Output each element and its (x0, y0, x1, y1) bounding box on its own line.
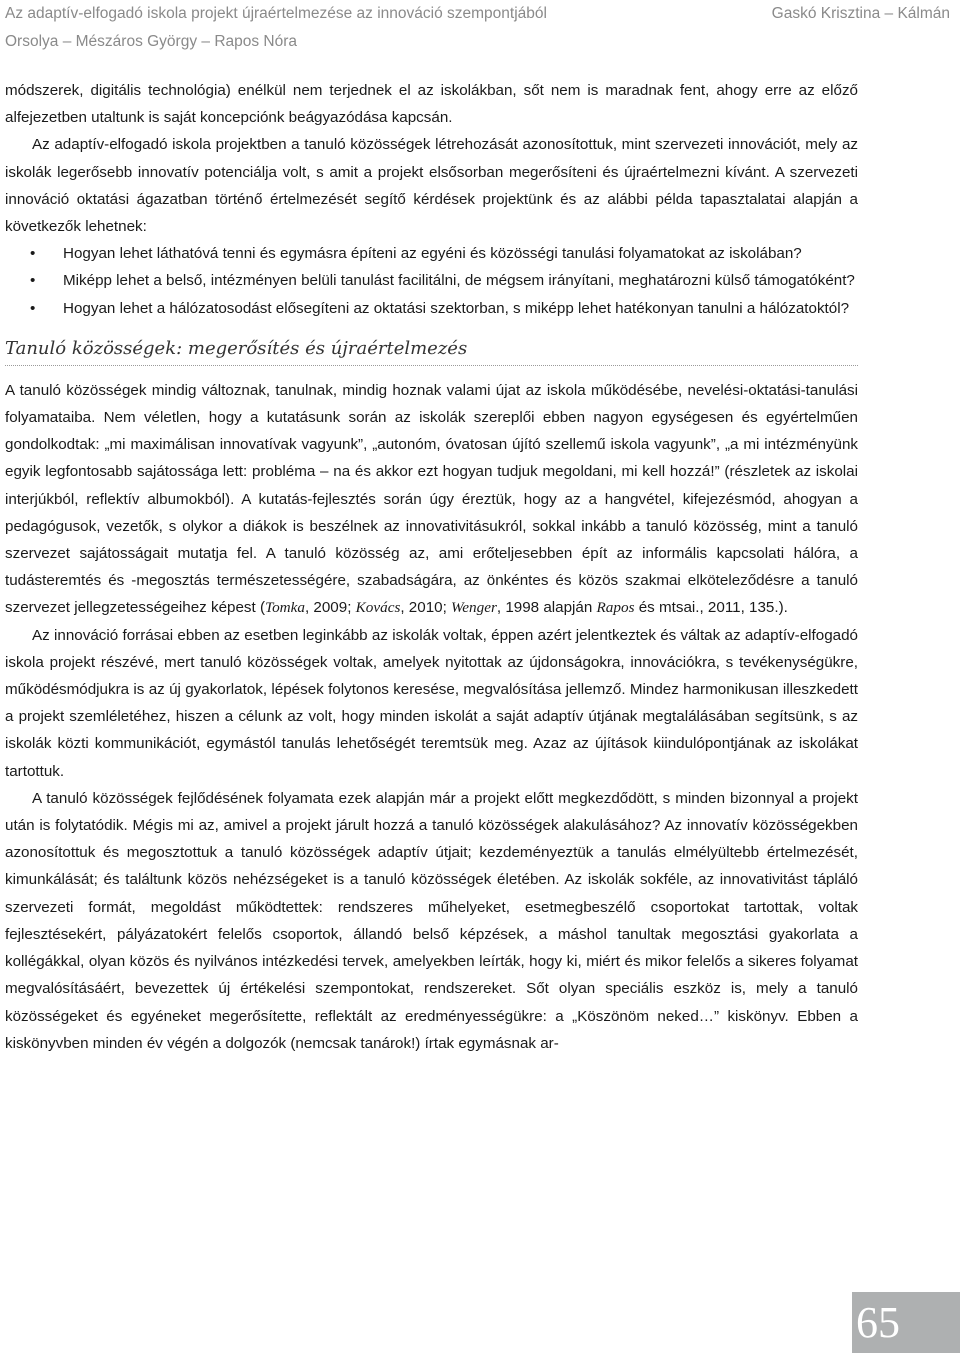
citation-text: , 2010; (400, 599, 452, 617)
page-body (5, 77, 858, 1057)
list-item (5, 240, 858, 267)
citation-text: , 1998 alapján (496, 599, 597, 617)
question-list (5, 240, 858, 322)
running-header-authors-2: Orsolya – Mészáros György – Rapos Nóra (5, 33, 298, 50)
paragraph-community-development: A tanuló közösségek fejlődésének folyamata ezek alapján már a projekt előtt megkezdődött, s minden bizonnyal a projekt után is folytatódik. Mégis mi az, amivel a projekt járult hozzá a tanuló közösségek alakulásához? Az innovatív közösségekben azonosítottuk és megosztottuk a tanuló közösségek adaptív útjait; kezdeményeztük a tanulás elmélyültebb értelmezését, kimunkálását; és találtunk közös nehézségeket is a tanuló közösségek életében. Az iskolák sokféle, az innovativitást tápláló szervezeti formát, megoldást működtettek: rendszeres műhelyeket, esetmegbeszélő csoportokat tartottak, voltak fejlesztésekért, pályázatokért felelős csoportok, állandó belső képzések, a máshol tanultak megosztási gyakorlata a kollégákkal, olyan közös és nyilvános intézkedési tervek, amelyekben leírták, hogy ki, miért és mikor felelős a sikeres folyamat megvalósításáért, bevezettek új értékelési szempontokat, rendszereket. Sőt olyan speciális eszköz is, mely a tanuló közösségeket és egyéneket megerősítette, reflektált az eredményességükre: a „Köszönöm neked…” kiskönyv. Ebben a kiskönyvben minden év végén a dolgozók (nemcsak tanárok!) írtak egymásnak ar- (5, 789, 858, 1052)
paragraph-text: A tanuló közösségek mindig változnak, tanulnak, mindig hoznak valami újat az iskola működésébe, nevelési-oktatási-tanulási folyamataiba. Nem véletlen, hogy a kutatásunk során az iskolák szereplői ebben nagyon egységesen és egyértelműen gondolkodtak: „mi maximálisan innovatívak vagyunk”, „autonóm, óvatosan újító szellemű iskola vagyunk”, „a mi intézményünk egyik legfontosabb sajátossága lett: probléma – na és akkor ezt hogyan tudjuk megoldani, mi kell hozzá!” (részletek az iskolai interjúkból, reflektív albumokból). A kutatás-fejlesztés során úgy éreztük, hogy az a hangvétel, kifejezésmód, ahogyan a pedagógusok, vezetők, s olykor a diákok is beszélnek az innovativitásukról, sokkal inkább a tanuló közösség, mint a tanuló szervezet sajátosságait mutatja fel. A tanuló közösség az, ami erőteljesebben épít az informális kapcsolati hálóra, a tudásteremtés és -megosztás természetességére, szabadságára, az önkéntes és közös szakmai elköteleződésre a tanuló szervezet jellegzetességeihez képest ( (5, 381, 858, 617)
running-header-row-2 (5, 28, 950, 56)
citation-text: , 2009; (304, 599, 356, 617)
citation-text: és mtsai., 2011, 135.). (634, 599, 788, 617)
bullet-icon: • (30, 299, 36, 317)
running-header-row-1 (5, 0, 950, 28)
paragraph-learning-communities (5, 377, 858, 622)
running-header-authors-1: Gaskó Krisztina – Kálmán (771, 5, 950, 22)
list-item (5, 267, 858, 294)
list-item-text: Hogyan lehet láthatóvá tenni és egymásra építeni az egyéni és közösségi tanulási folyamatokat az iskolában? (63, 245, 802, 263)
running-header (5, 0, 950, 56)
bullet-icon: • (30, 245, 36, 263)
page-number: 65 (852, 1292, 960, 1353)
paragraph-innovation-intro: Az adaptív-elfogadó iskola projektben a tanuló közösségek létrehozását azonosítottuk, mint szervezeti innovációt, mely az iskolák legerősebb innovatív potenciálja volt, s amit a projekt elsősorban megerősíteni és újraértelmezni kívánt. A szervezeti innováció oktatási ágazatban történő értelmezését segítő kérdések projektünk és az alábbi példa tapasztalatai alapján a következők lehetnek: (5, 136, 858, 236)
citation-author: Wenger (451, 599, 497, 617)
citation-author: Rapos (596, 599, 635, 617)
paragraph-continuation: módszerek, digitális technológia) enélkül nem terjednek el az iskolákban, sőt nem is maradnak fent, ahogy erre az előző alfejezetben utaltunk is saját koncepciónk beágyazódása kapcsán. (5, 82, 858, 127)
list-item-text: Hogyan lehet a hálózatosodást elősegíteni az oktatási szektorban, s miképp lehet hatékonyan tanulni a hálózatoktól? (63, 299, 850, 317)
citation-author: Kovács (355, 599, 401, 617)
list-item-text: Miképp lehet a belső, intézményen belüli tanulást facilitálni, de mégsem irányítani, meghatározni külső támogatóként? (63, 272, 855, 290)
section-heading: Tanuló közösségek: megerősítés és újraértelmezés (5, 336, 858, 366)
paragraph-innovation-sources: Az innováció forrásai ebben az esetben leginkább az iskolák voltak, éppen azért jelentkeztek és váltak az adaptív-elfogadó iskola projekt részévé, mert tanuló közösségek voltak, amelyek nyitottak az újdonságokra, innovációkra, s tevékenységükre, működésmódjukra is az új gyakorlatok, lépések folytonos keresése, megvalósítása jellemző. Mindez harmonikusan illeszkedett a projekt szemléletéhez, hiszen a célunk az volt, hogy minden iskolát a saját adaptív útjának megtalálásában segítsünk, s az iskolák közti kommunikációt, egymástól tanulás lehetőségét teremtsük meg. Azaz az újítások kiindulópontjának az iskolákat tartottuk. (5, 626, 858, 780)
citation-author: Tomka (265, 599, 305, 617)
running-header-title: Az adaptív-elfogadó iskola projekt újraértelmezése az innováció szempontjából (5, 5, 547, 22)
bullet-icon: • (30, 272, 36, 290)
list-item (5, 295, 858, 322)
